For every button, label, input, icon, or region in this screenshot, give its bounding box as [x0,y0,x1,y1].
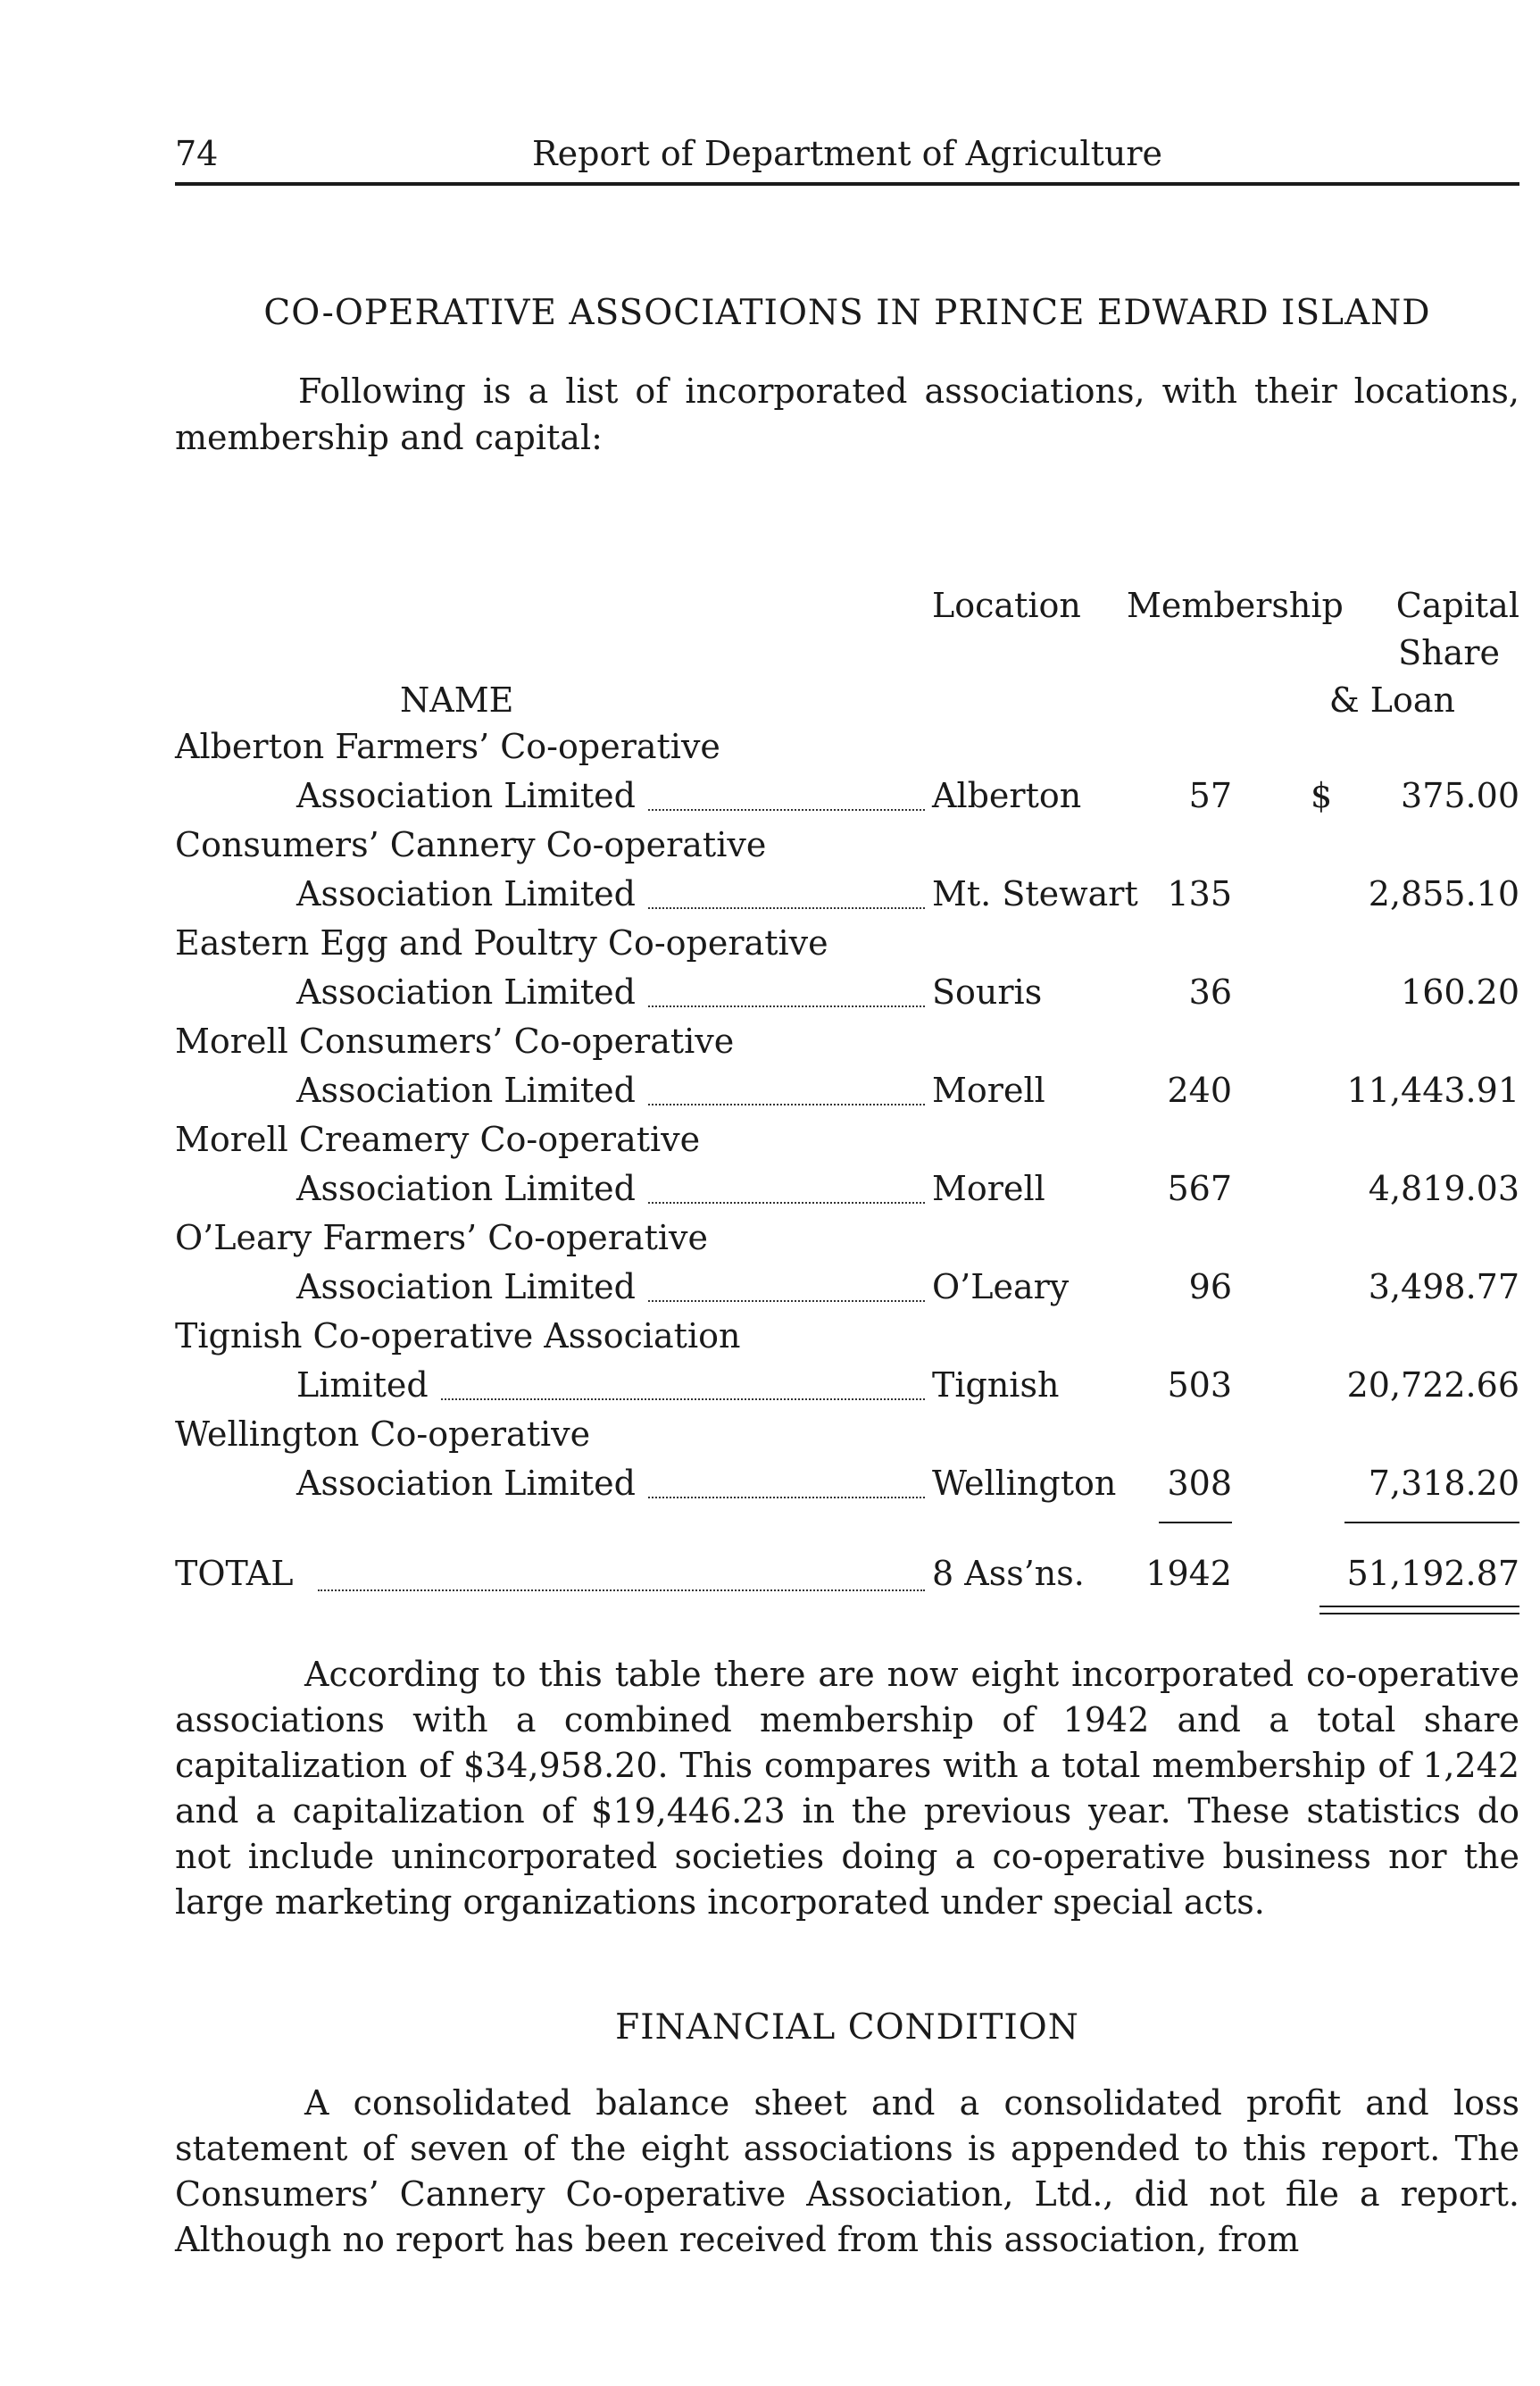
dot-leader [648,1202,925,1204]
membership-cell: 503 [1167,1365,1232,1405]
association-name-line1: Consumers’ Cannery Co-operative [175,825,767,864]
capital-cell: 20,722.66 [1346,1365,1519,1405]
column-header-capital: Capital [1395,586,1519,625]
table-row [175,1414,1519,1513]
document-page [175,125,1519,2259]
dot-leader [648,1300,925,1302]
table-row [175,1120,1519,1218]
location-cell: Mt. Stewart [932,874,1138,914]
location-cell: Alberton [932,776,1082,815]
membership-sum-rule [1159,1522,1232,1523]
summary-paragraph: According to this table there are now eight incorporated co-operative associations with a combined membership of 1942 and a total share capitalization of $34,958.20. This compares with a total membership of 1,242 and a capitalization of $19,446.23 in the previous year. These statistics do not include unincorporated societies doing a co-operative business nor the large marketing organizations incorporated under special acts. [175,1655,1519,1922]
table-row [175,923,1519,1022]
association-name-line2: Association Limited [296,874,636,914]
association-name-line1: Morell Creamery Co-operative [175,1120,701,1159]
table-row [175,825,1519,923]
location-cell: Wellington [932,1464,1117,1503]
page-number: 74 [175,134,219,173]
association-name-line1: O’Leary Farmers’ Co-operative [175,1218,708,1257]
dot-leader [648,1497,925,1498]
location-cell: Souris [932,972,1043,1012]
membership-cell: 135 [1167,874,1232,914]
association-name-line1: Eastern Egg and Poultry Co-operative [175,923,828,963]
dot-leader [648,1104,925,1105]
association-name-line2: Association Limited [296,1464,636,1503]
total-double-rule-2 [1319,1613,1519,1614]
capital-sum-rule [1344,1522,1519,1523]
association-name-line2: Association Limited [296,776,636,815]
association-name-line2: Association Limited [296,1071,636,1110]
column-header-location: Location [932,586,1081,625]
membership-cell: 96 [1188,1267,1232,1306]
capital-cell: 11,443.91 [1346,1071,1519,1110]
dot-leader [441,1398,925,1400]
total-location: 8 Ass’ns. [932,1554,1085,1593]
association-name-line1: Alberton Farmers’ Co-operative [175,727,720,766]
dot-leader [648,809,925,811]
capital-cell: 3,498.77 [1368,1267,1519,1306]
location-cell: Morell [932,1169,1045,1208]
column-header-share: Share [1398,633,1500,672]
location-cell: Morell [932,1071,1045,1110]
table-row [175,1218,1519,1316]
table-row [175,727,1519,825]
association-name-line2: Association Limited [296,972,636,1012]
membership-cell: 36 [1188,972,1232,1012]
total-double-rule-1 [1319,1606,1519,1607]
financial-condition-heading: FINANCIAL CONDITION [615,2007,1079,2048]
column-header-loan: & Loan [1328,680,1455,720]
association-name-line2: Limited [296,1365,429,1405]
association-name-line1: Tignish Co-operative Association [175,1316,741,1356]
table-row [175,1022,1519,1120]
association-name-line1: Wellington Co-operative [175,1414,591,1454]
total-capital: 51,192.87 [1346,1554,1519,1593]
total-membership: 1942 [1145,1554,1232,1593]
capital-cell: 4,819.03 [1368,1169,1519,1208]
total-label: TOTAL [175,1554,294,1593]
location-cell: O’Leary [932,1267,1070,1306]
running-header [175,125,1519,186]
membership-cell: 567 [1167,1169,1232,1208]
capital-cell: 160.20 [1401,972,1519,1012]
intro-paragraph: Following is a list of incorporated associations, with their locations, membership and capital: [175,371,1519,457]
membership-cell: 57 [1188,776,1232,815]
total-row [175,1554,1519,1607]
membership-cell: 240 [1167,1071,1232,1110]
column-header-name: NAME [400,680,514,720]
capital-cell: 2,855.10 [1368,874,1519,914]
financial-paragraph: A consolidated balance sheet and a consolidated profit and loss statement of seven of the eight associations is appended to this report. The Consumers’ Cannery Co-operative Association, Ltd., did not file a report. Although no report has been received from this association, from [175,2083,1519,2259]
association-name-line2: Association Limited [296,1169,636,1208]
dot-leader [648,907,925,909]
capital-cell: 375.00 [1401,776,1519,815]
running-title: Report of Department of Agriculture [532,134,1162,173]
dot-leader [648,1005,925,1007]
dot-leader [318,1589,925,1591]
association-name-line2: Association Limited [296,1267,636,1306]
table-row [175,1316,1519,1414]
association-name-line1: Morell Consumers’ Co-operative [175,1022,735,1061]
capital-cell: 7,318.20 [1368,1464,1519,1503]
section-title: CO-OPERATIVE ASSOCIATIONS IN PRINCE EDWARD ISLAND [263,293,1431,333]
column-header-membership: Membership [1127,586,1344,625]
currency-symbol: $ [1311,776,1333,815]
membership-cell: 308 [1167,1464,1232,1503]
location-cell: Tignish [932,1365,1060,1405]
